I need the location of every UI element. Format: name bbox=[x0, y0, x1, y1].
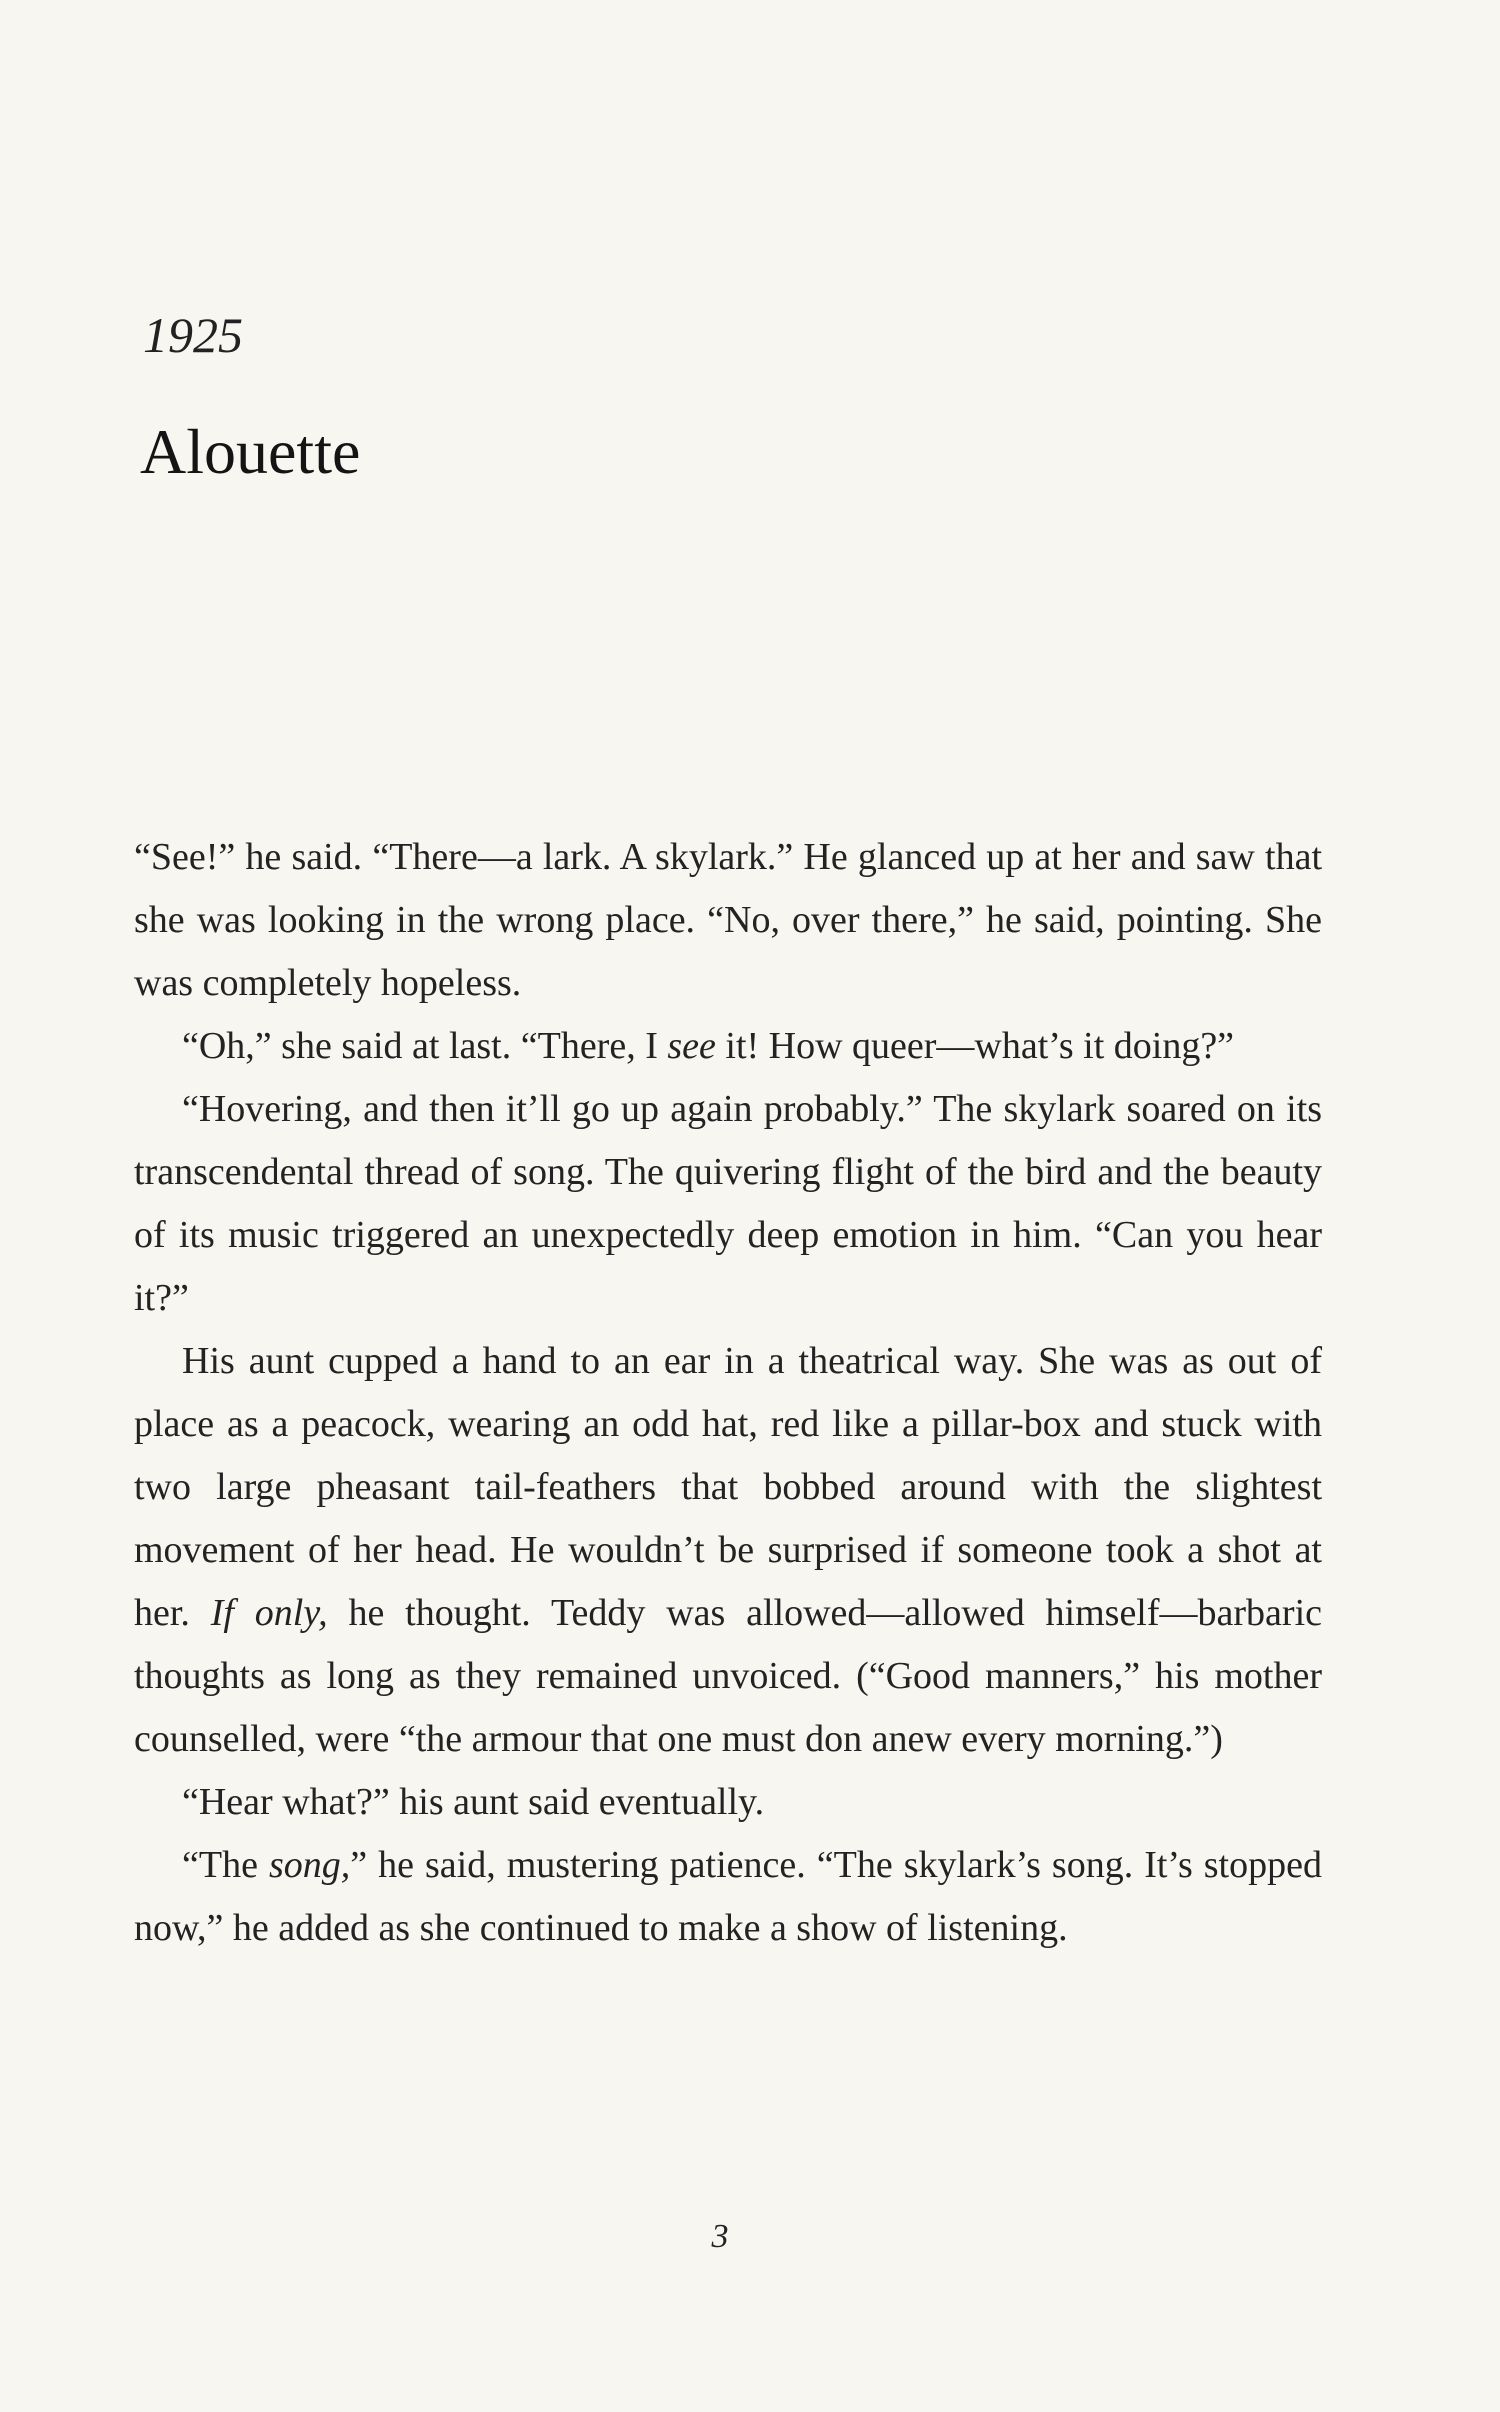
text-run: “Oh,” she said at last. “There, I bbox=[182, 1025, 668, 1067]
text-run: he thought. Teddy was allowed—allowed himself—barbaric thoughts as long as they remained unvoiced. (“Good manners,” his mother counselled, were “the armour that one must don anew every morning.”) bbox=[134, 1592, 1322, 1760]
chapter-body-text bbox=[134, 826, 1322, 1960]
page-number: 3 bbox=[711, 2218, 729, 2255]
chapter-year: 1925 bbox=[143, 307, 243, 363]
text-run: “Hear what?” his aunt said eventually. bbox=[182, 1781, 765, 1823]
text-run: “See!” he said. “There—a lark. A skylark.” He glanced up at her and saw that she was looking in the wrong place. “No, over there,” he said, pointing. She was completely hopeless. bbox=[134, 836, 1322, 1004]
chapter-title: Alouette bbox=[140, 416, 361, 487]
italic-text-run: song, bbox=[268, 1844, 351, 1886]
paragraph bbox=[134, 1771, 1322, 1834]
text-run: it! How queer—what’s it doing?” bbox=[715, 1025, 1235, 1067]
text-run: ” he said, mustering patience. “The skylark’s song. It’s stopped now,” he added as she continued to make a show of listening. bbox=[134, 1844, 1322, 1949]
italic-text-run: see bbox=[667, 1025, 716, 1067]
italic-text-run: If only, bbox=[210, 1592, 328, 1634]
paragraph bbox=[134, 1078, 1322, 1330]
paragraph bbox=[134, 1834, 1322, 1960]
paragraph bbox=[134, 1015, 1322, 1078]
text-run: “The bbox=[182, 1844, 269, 1886]
paragraph bbox=[134, 1330, 1322, 1771]
text-run: “Hovering, and then it’ll go up again probably.” The skylark soared on its transcendental thread of song. The quivering flight of the bird and the beauty of its music triggered an unexpectedly deep emotion in him. “Can you hear it?” bbox=[134, 1088, 1322, 1319]
paragraph bbox=[134, 826, 1322, 1015]
text-run: His aunt cupped a hand to an ear in a theatrical way. She was as out of place as a peacock, wearing an odd hat, red like a pillar-box and stuck with two large pheasant tail-feathers that bobbed around with the slightest movement of her head. He wouldn’t be surprised if someone took a shot at her. bbox=[134, 1340, 1322, 1634]
